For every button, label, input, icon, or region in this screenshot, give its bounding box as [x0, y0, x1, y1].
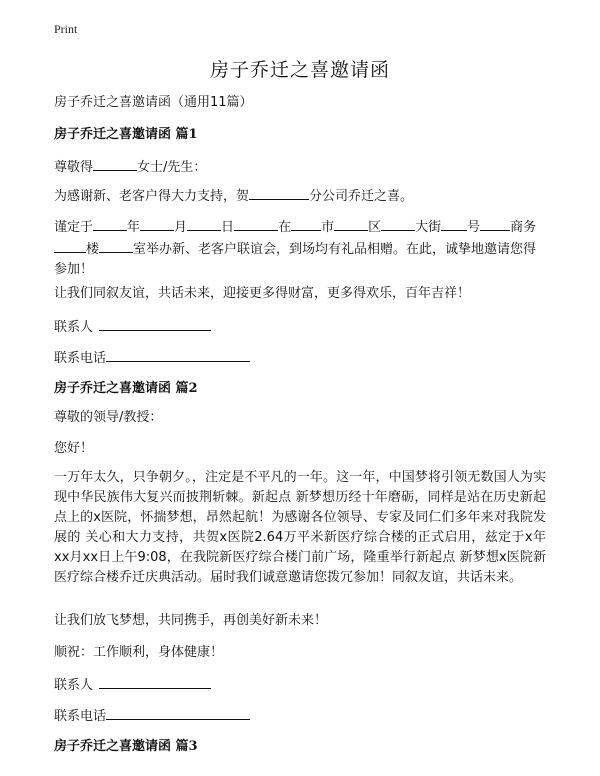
- phone-label: 联系电话: [54, 351, 107, 366]
- section-1-thanks: [54, 185, 546, 207]
- greeting-suffix: 女士/先生：: [137, 160, 207, 175]
- month-blank: [140, 216, 174, 231]
- print-label: Print: [54, 22, 78, 36]
- phone-label: 联系电话: [54, 709, 107, 724]
- year-blank: [93, 216, 127, 231]
- contact-label: 联系人: [54, 320, 94, 335]
- business-word: 商务: [510, 220, 537, 235]
- section-2-fly: 让我们放飞梦想，共同携手，再创美好新未来！: [54, 613, 328, 628]
- street-word: 大街: [415, 220, 442, 235]
- company-blank: [249, 185, 309, 200]
- city-word: 市: [321, 220, 335, 235]
- number-blank: [441, 216, 467, 231]
- number-word: 号: [467, 220, 481, 235]
- section-2-heading: 房子乔迁之喜邀请函 篇2: [54, 381, 198, 396]
- month-word: 月: [174, 220, 188, 235]
- section-2-wish: 顺祝：工作顺利，身体健康！: [54, 645, 224, 660]
- contact-label: 联系人: [54, 678, 94, 693]
- room-blank: [99, 238, 133, 253]
- section-1-invitation: [54, 216, 546, 280]
- invite-rest: 室举办新、老客户联谊会，到场均有礼品相赠。在此，诚挚地邀请您得参加！: [54, 242, 537, 277]
- business-blank: [480, 216, 510, 231]
- section-2-body: 一万年太久，只争朝夕。，注定是不平凡的一年。这一年，中国梦将引领无数国人为实现中华民族伟大复兴而披荆斩棘。新起点 新梦想历经十年磨砺，同样是站在历史新起点上的x医院，怀揣梦想，昂然起航！为感谢各位领导、专家及同仁们多年来对我院发展的 关心和大力支持，共贺x医院2.64万平米新医疗综合楼的正式启用，兹定于x年xx月xx日上午9:08，在我院新医疗综合楼门前广场，隆重举行新起点 新梦想x医院新医疗综合楼乔迁庆典活动。届时我们诚意邀请您拨冗参加！同叙友谊，共话未来。: [54, 470, 546, 585]
- contact-blank: [99, 674, 211, 689]
- venue-blank: [234, 216, 278, 231]
- section-1-phone: [54, 347, 546, 369]
- contact-blank: [99, 316, 211, 331]
- document-title: 房子乔迁之喜邀请函: [209, 59, 390, 81]
- city-blank: [291, 216, 321, 231]
- phone-blank: [106, 347, 250, 362]
- section-2-phone: [54, 705, 546, 727]
- building-blank: [54, 238, 86, 253]
- invite-prefix: 谨定于: [54, 220, 94, 235]
- thanks-prefix: 为感谢新、老客户得大力支持，贺: [54, 189, 250, 204]
- section-3-heading: 房子乔迁之喜邀请函 篇3: [54, 739, 198, 754]
- section-1-greeting: [54, 156, 546, 178]
- district-word: 区: [368, 220, 382, 235]
- section-2-salutation: 尊敬的领导/教授：: [54, 410, 163, 425]
- section-1-contact: [54, 316, 546, 338]
- phone-blank: [106, 705, 250, 720]
- building-word: 楼: [86, 242, 100, 257]
- at-word: 在: [278, 220, 292, 235]
- name-blank: [93, 156, 137, 171]
- thanks-suffix: 分公司乔迁之喜。: [309, 189, 414, 204]
- district-blank: [334, 216, 368, 231]
- section-1-heading: 房子乔迁之喜邀请函 篇1: [54, 127, 198, 142]
- day-word: 日: [221, 220, 235, 235]
- greeting-prefix: 尊敬得: [54, 160, 94, 175]
- year-word: 年: [127, 220, 141, 235]
- section-1-wish: 让我们同叙友谊，共话未来，迎接更多得财富，更多得欢乐，百年吉祥！: [54, 286, 471, 301]
- document-subtitle: 房子乔迁之喜邀请函（通用11篇）: [54, 95, 253, 110]
- day-blank: [187, 216, 221, 231]
- section-2-hello: 您好！: [54, 441, 94, 456]
- street-blank: [381, 216, 415, 231]
- section-2-contact: [54, 674, 546, 696]
